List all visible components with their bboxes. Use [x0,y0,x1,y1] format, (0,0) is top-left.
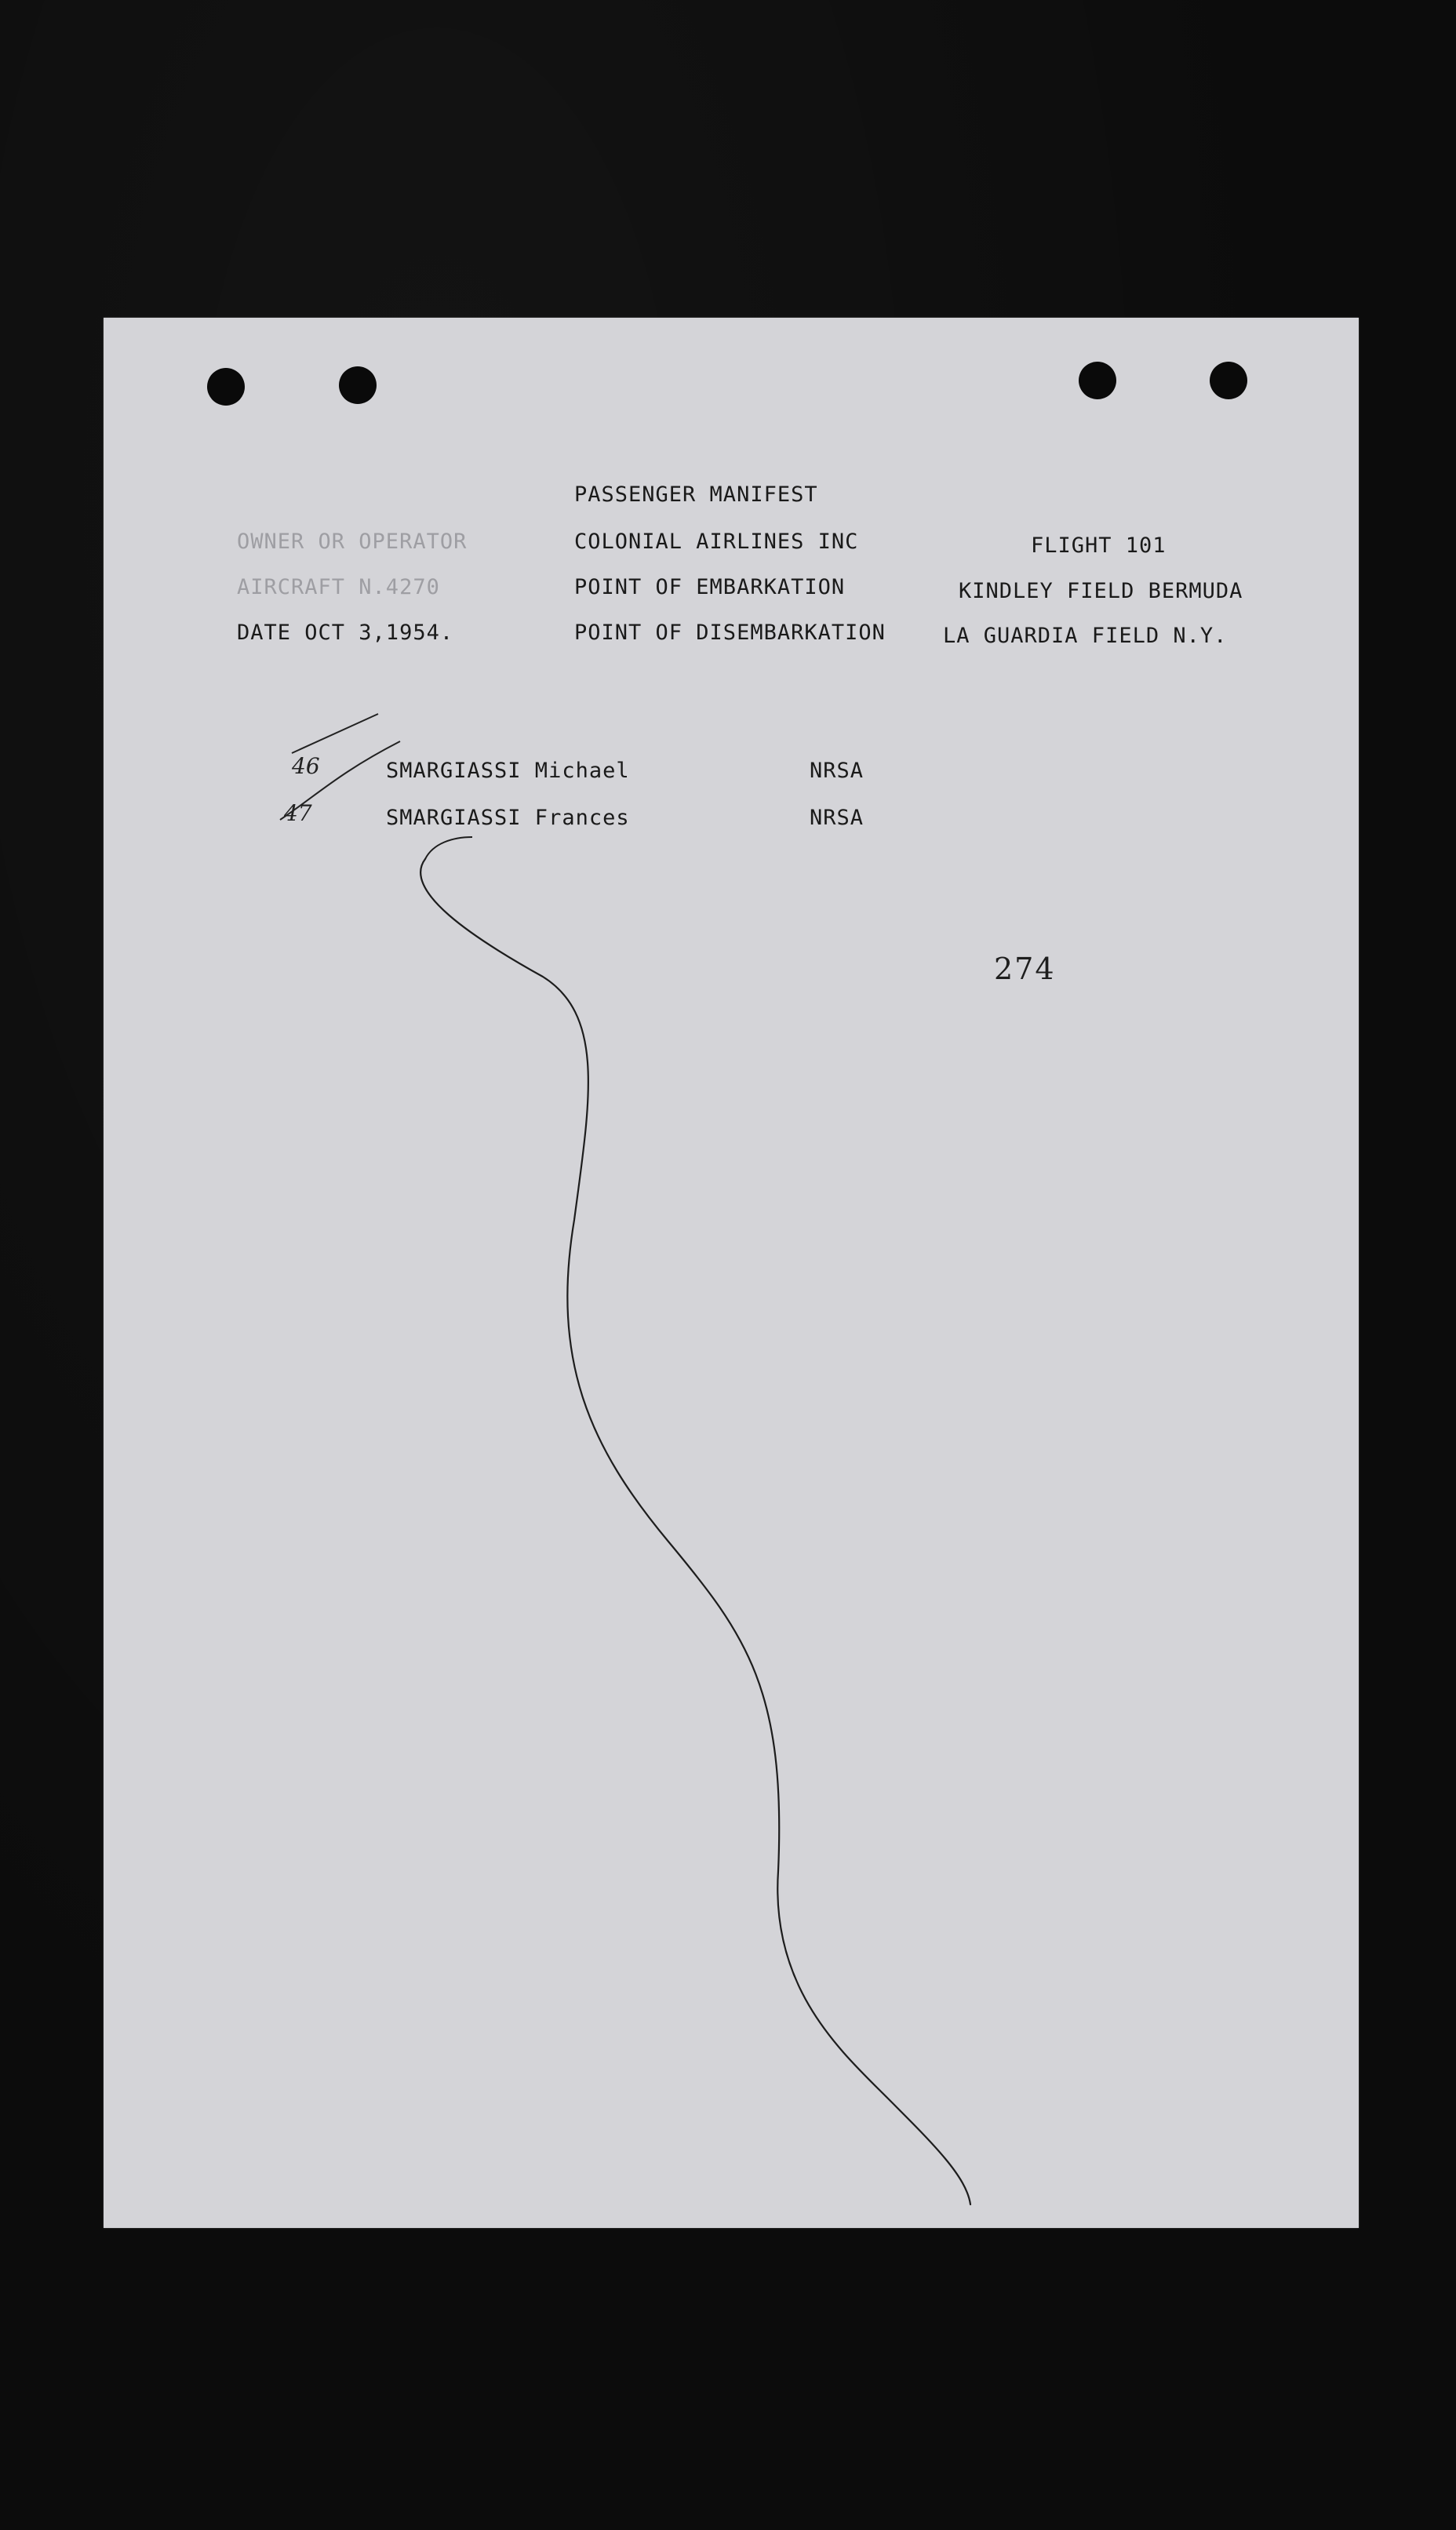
manifest-title: PASSENGER MANIFEST [574,482,818,507]
manifest-date: DATE OCT 3,1954. [237,621,454,645]
passenger-status: NRSA [810,759,864,783]
embarkation-value: KINDLEY FIELD BERMUDA [959,579,1243,603]
passenger-name: SMARGIASSI Michael [386,759,630,783]
disembarkation-label: POINT OF DISEMBARKATION [574,621,886,645]
passenger-number: 47 [284,800,312,826]
check-mark-stroke [280,741,400,820]
page-number-stamp: 274 [994,952,1056,986]
manifest-page [104,318,1359,2228]
passenger-status: NRSA [810,806,864,830]
pencil-marks [104,318,1359,2228]
flight-number: FLIGHT 101 [1031,533,1167,558]
check-mark-stroke [292,714,378,753]
embarkation-label: POINT OF EMBARKATION [574,575,846,599]
owner-operator-label: OWNER OR OPERATOR [237,530,468,554]
airline-name: COLONIAL AIRLINES INC [574,530,859,554]
cancellation-squiggle-line [420,859,970,2204]
cancellation-squiggle-hook [425,837,472,859]
disembarkation-value: LA GUARDIA FIELD N.Y. [943,624,1228,648]
passenger-name: SMARGIASSI Frances [386,806,630,830]
aircraft-label: AIRCRAFT N.4270 [237,575,440,599]
passenger-number: 46 [292,753,320,779]
